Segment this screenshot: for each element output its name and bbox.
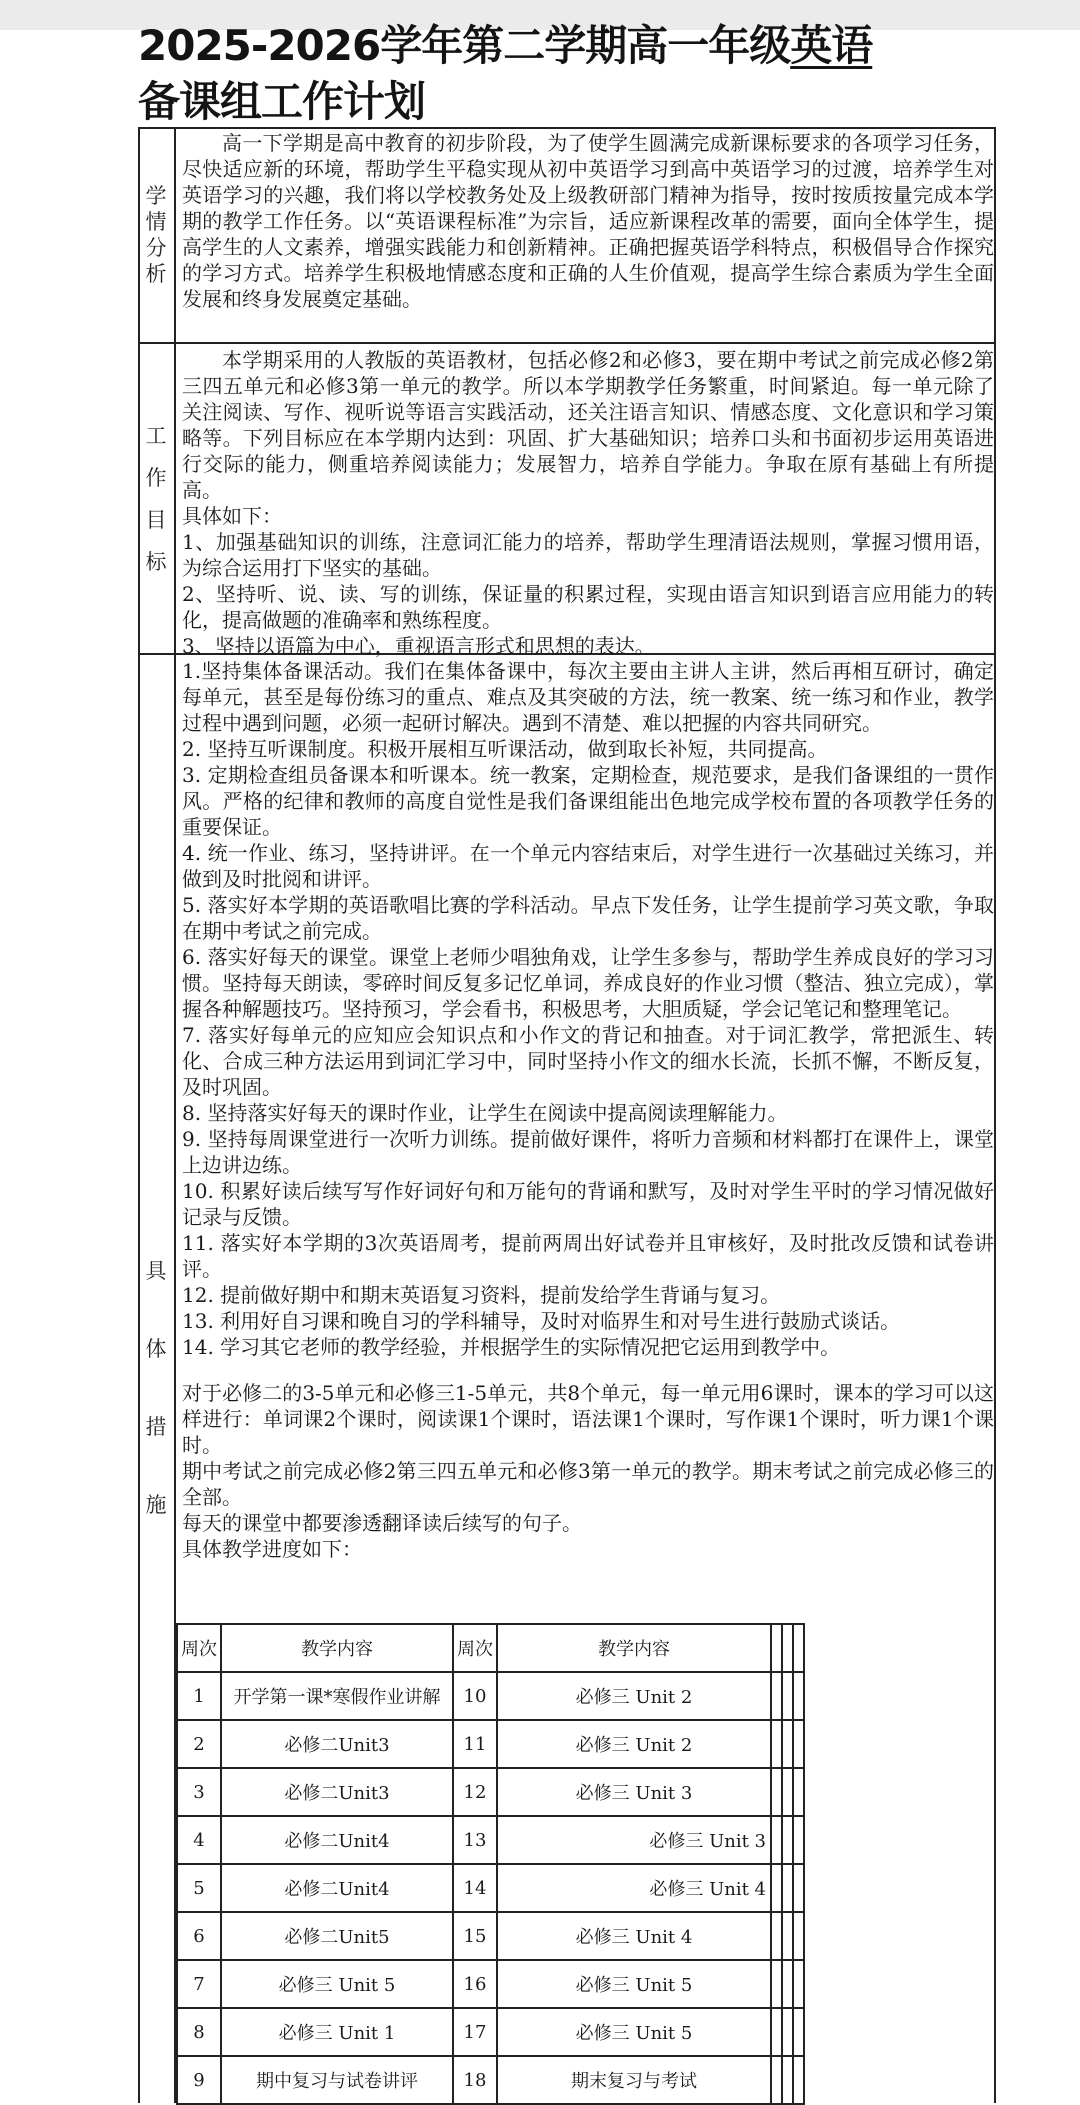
empty-cell bbox=[771, 2008, 782, 2056]
empty-cell bbox=[771, 1960, 782, 2008]
label-char: 目 bbox=[145, 507, 167, 532]
paragraph: 2、坚持听、说、读、写的训练，保证量的积累过程，实现由语言知识到语言应用能力的转化，提高做题的准确率和熟练程度。 bbox=[182, 582, 994, 632]
week-cell: 17 bbox=[453, 2008, 497, 2056]
measure-item: 4. 统一作业、练习，坚持讲评。在一个单元内容结束后，对学生进行一次基础过关练习，并做到及时批阅和讲评。 bbox=[182, 841, 994, 891]
week-cell: 14 bbox=[453, 1864, 497, 1912]
table-row bbox=[177, 2056, 804, 2104]
spacer bbox=[182, 1360, 994, 1380]
empty-cell bbox=[771, 1624, 782, 1672]
label-char: 工 bbox=[145, 423, 167, 448]
content-cell: 必修三 Unit 5 bbox=[497, 1960, 771, 2008]
schedule-table bbox=[176, 1623, 805, 2105]
content-cell: 必修三 Unit 4 bbox=[497, 1912, 771, 1960]
week-cell: 11 bbox=[453, 1720, 497, 1768]
header-cell: 周次 bbox=[453, 1624, 497, 1672]
content-cell: 必修三 Unit 4 bbox=[497, 1864, 771, 1912]
empty-cell bbox=[793, 1864, 804, 1912]
empty-cell bbox=[793, 1768, 804, 1816]
title-subject: 英语 bbox=[790, 21, 873, 70]
measure-item: 11. 落实好本学期的3次英语周考，提前两周出好试卷并且审核好，及时批改反馈和试卷讲评。 bbox=[182, 1231, 994, 1281]
content-cell: 必修二Unit4 bbox=[221, 1816, 453, 1864]
empty-cell bbox=[782, 1624, 793, 1672]
empty-cell bbox=[771, 1720, 782, 1768]
title-prefix: 2025-2026学年第二学期高一年级 bbox=[138, 21, 791, 70]
label-char: 施 bbox=[145, 1493, 167, 1517]
table-row bbox=[177, 1960, 804, 2008]
paragraph: 高一下学期是高中教育的初步阶段，为了使学生圆满完成新课标要求的各项学习任务，尽快适应新的环境，帮助学生平稳实现从初中英语学习到高中英语学习的过渡，培养学生对英语学习的兴趣，我们将以学校教务处及上级教研部门精神为指导，按时按质按量完成本学期的教学工作任务。以“英语课程标准”为宗旨，适应新课程改革的需要，面向全体学生，提高学生的人文素养，增强实践能力和创新精神。正确把握英语学科特点，积极倡导合作探究的学习方式。培养学生积极地情感态度和正确的人生价值观，提高学生综合素质为学生全面发展和终身发展奠定基础。 bbox=[182, 131, 994, 311]
paragraph: 1、加强基础知识的训练，注意词汇能力的培养，帮助学生理清语法规则，掌握习惯用语，为综合运用打下坚实的基础。 bbox=[182, 530, 994, 580]
paragraph: 期中考试之前完成必修2第三四五单元和必修3第一单元的教学。期末考试之前完成必修三的全部。 bbox=[182, 1459, 994, 1509]
content-cell: 必修二Unit5 bbox=[221, 1912, 453, 1960]
measure-item: 6. 落实好每天的课堂。课堂上老师少唱独角戏，让学生多参与，帮助学生养成良好的学习习惯。坚持每天朗读，零碎时间反复多记忆单词，养成良好的作业习惯（整洁、独立完成），掌握各种解题技巧。坚持预习，学会看书，积极思考，大胆质疑，学会记笔记和整理笔记。 bbox=[182, 945, 994, 1021]
content-cell: 必修三 Unit 2 bbox=[497, 1672, 771, 1720]
measure-item: 7. 落实好每单元的应知应会知识点和小作文的背记和抽查。对于词汇教学，常把派生、转化、合成三种方法运用到词汇学习中，同时坚持小作文的细水长流，长抓不懈，不断反复，及时巩固。 bbox=[182, 1023, 994, 1099]
table-row bbox=[177, 1720, 804, 1768]
section-work-goals bbox=[138, 344, 996, 658]
week-cell: 18 bbox=[453, 2056, 497, 2104]
empty-cell bbox=[782, 1768, 793, 1816]
paragraph: 每天的课堂中都要渗透翻译读后续写的句子。 bbox=[182, 1511, 582, 1535]
week-cell: 6 bbox=[177, 1912, 221, 1960]
empty-cell bbox=[793, 1672, 804, 1720]
section-label bbox=[138, 655, 176, 2103]
label-char: 分 bbox=[145, 235, 167, 260]
content-cell: 必修二Unit3 bbox=[221, 1720, 453, 1768]
content-cell: 必修二Unit4 bbox=[221, 1864, 453, 1912]
label-char: 措 bbox=[145, 1415, 167, 1439]
empty-cell bbox=[782, 2008, 793, 2056]
measure-item: 14. 学习其它老师的教学经验，并根据学生的实际情况把它运用到教学中。 bbox=[182, 1335, 841, 1359]
content-cell: 开学第一课*寒假作业讲解 bbox=[221, 1672, 453, 1720]
section-label bbox=[138, 344, 176, 653]
empty-cell bbox=[782, 1960, 793, 2008]
empty-cell bbox=[782, 1672, 793, 1720]
table-row bbox=[177, 2008, 804, 2056]
week-cell: 10 bbox=[453, 1672, 497, 1720]
week-cell: 7 bbox=[177, 1960, 221, 2008]
label-char: 具 bbox=[145, 1259, 167, 1283]
content-cell: 必修三 Unit 3 bbox=[497, 1768, 771, 1816]
table-header-row bbox=[177, 1624, 804, 1672]
content-cell: 期中复习与试卷讲评 bbox=[221, 2056, 453, 2104]
measure-item: 12. 提前做好期中和期末英语复习资料，提前发给学生背诵与复习。 bbox=[182, 1283, 781, 1307]
table-row bbox=[177, 1672, 804, 1720]
title-line-1 bbox=[138, 18, 1018, 74]
table-row bbox=[177, 1768, 804, 1816]
empty-cell bbox=[771, 1768, 782, 1816]
measure-item: 9. 坚持每周课堂进行一次听力训练。提前做好课件，将听力音频和材料都打在课件上，课堂上边讲边练。 bbox=[182, 1127, 994, 1177]
week-cell: 2 bbox=[177, 1720, 221, 1768]
document-title bbox=[138, 18, 1018, 130]
measure-item: 10. 积累好读后续写写作好词好句和万能句的背诵和默写，及时对学生平时的学习情况做好记录与反馈。 bbox=[182, 1179, 994, 1229]
table-row bbox=[177, 1912, 804, 1960]
title-line-2: 备课组工作计划 bbox=[138, 77, 426, 126]
measure-item: 5. 落实好本学期的英语歌唱比赛的学科活动。早点下发任务，让学生提前学习英文歌，争取在期中考试之前完成。 bbox=[182, 893, 994, 943]
label-char: 作 bbox=[145, 465, 167, 490]
paragraph: 具体教学进度如下： bbox=[182, 1537, 362, 1561]
content-cell: 必修三 Unit 2 bbox=[497, 1720, 771, 1768]
week-cell: 13 bbox=[453, 1816, 497, 1864]
label-char: 体 bbox=[145, 1337, 167, 1361]
paragraph: 本学期采用的人教版的英语教材，包括必修2和必修3，要在期中考试之前完成必修2第三四五单元和必修3第一单元的教学。所以本学期教学任务繁重，时间紧迫。每一单元除了关注阅读、写作、视听说等语言实践活动，还关注语言知识、情感态度、文化意识和学习策略等。下列目标应在本学期内达到：巩固、扩大基础知识；培养口头和书面初步运用英语进行交际的能力，侧重培养阅读能力；发展智力，培养自学能力。争取在原有基础上有所提高。 bbox=[182, 348, 994, 502]
empty-cell bbox=[771, 2056, 782, 2104]
week-cell: 16 bbox=[453, 1960, 497, 2008]
label-char: 析 bbox=[145, 261, 167, 286]
section-content bbox=[178, 127, 996, 342]
content-cell: 必修三 Unit 3 bbox=[497, 1816, 771, 1864]
content-cell: 必修三 Unit 5 bbox=[221, 1960, 453, 2008]
empty-cell bbox=[793, 1720, 804, 1768]
empty-cell bbox=[793, 1912, 804, 1960]
measure-item: 1.坚持集体备课活动。我们在集体备课中，每次主要由主讲人主讲，然后再相互研讨，确定每单元，甚至是每份练习的重点、难点及其突破的方法，统一教案、统一练习和作业，教学过程中遇到问题，必须一起研讨解决。遇到不清楚、难以把握的内容共同研究。 bbox=[182, 659, 994, 735]
section-student-analysis bbox=[138, 127, 996, 344]
label-char: 标 bbox=[145, 549, 167, 574]
label-char: 学 bbox=[145, 183, 167, 208]
week-cell: 3 bbox=[177, 1768, 221, 1816]
table-row bbox=[177, 1864, 804, 1912]
week-cell: 5 bbox=[177, 1864, 221, 1912]
section-content bbox=[178, 344, 996, 658]
week-cell: 12 bbox=[453, 1768, 497, 1816]
empty-cell bbox=[782, 1816, 793, 1864]
empty-cell bbox=[771, 1816, 782, 1864]
header-cell: 教学内容 bbox=[497, 1624, 771, 1672]
paragraph: 具体如下： bbox=[182, 504, 282, 528]
section-label bbox=[138, 127, 176, 342]
empty-cell bbox=[793, 2056, 804, 2104]
empty-cell bbox=[793, 1624, 804, 1672]
content-cell: 必修三 Unit 5 bbox=[497, 2008, 771, 2056]
empty-cell bbox=[771, 1912, 782, 1960]
content-cell: 必修三 Unit 1 bbox=[221, 2008, 453, 2056]
measure-item: 3. 定期检查组员备课本和听课本。统一教案，定期检查，规范要求，是我们备课组的一贯作风。严格的纪律和教师的高度自觉性是我们备课组能出色地完成学校布置的各项教学任务的重要保证。 bbox=[182, 763, 994, 839]
content-cell: 必修二Unit3 bbox=[221, 1768, 453, 1816]
week-cell: 15 bbox=[453, 1912, 497, 1960]
week-cell: 8 bbox=[177, 2008, 221, 2056]
empty-cell bbox=[782, 1720, 793, 1768]
empty-cell bbox=[771, 1864, 782, 1912]
header-cell: 周次 bbox=[177, 1624, 221, 1672]
paragraph: 对于必修二的3-5单元和必修三1-5单元，共8个单元，每一单元用6课时，课本的学习可以这样进行：单词课2个课时，阅读课1个课时，语法课1个课时，写作课1个课时，听力课1个课时。 bbox=[182, 1381, 994, 1457]
week-cell: 9 bbox=[177, 2056, 221, 2104]
table-row bbox=[177, 1816, 804, 1864]
measure-item: 2. 坚持互听课制度。积极开展相互听课活动，做到取长补短，共同提高。 bbox=[182, 737, 828, 761]
header-cell: 教学内容 bbox=[221, 1624, 453, 1672]
empty-cell bbox=[793, 2008, 804, 2056]
paragraph: 3、坚持以语篇为中心，重视语言形式和思想的表达。 bbox=[182, 634, 655, 658]
empty-cell bbox=[793, 1816, 804, 1864]
empty-cell bbox=[782, 1864, 793, 1912]
empty-cell bbox=[782, 2056, 793, 2104]
empty-cell bbox=[771, 1672, 782, 1720]
measure-item: 8. 坚持落实好每天的课时作业，让学生在阅读中提高阅读理解能力。 bbox=[182, 1101, 788, 1125]
week-cell: 4 bbox=[177, 1816, 221, 1864]
week-cell: 1 bbox=[177, 1672, 221, 1720]
content-cell: 期末复习与考试 bbox=[497, 2056, 771, 2104]
label-char: 情 bbox=[145, 209, 167, 234]
measure-item: 13. 利用好自习课和晚自习的学科辅导，及时对临界生和对号生进行鼓励式谈话。 bbox=[182, 1309, 901, 1333]
empty-cell bbox=[793, 1960, 804, 2008]
empty-cell bbox=[782, 1912, 793, 1960]
